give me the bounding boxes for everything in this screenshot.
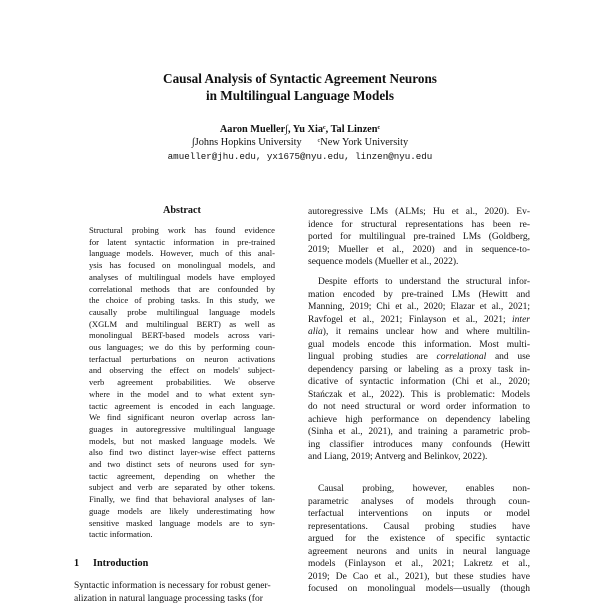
abstract-line: causally probe multilingual language models: [89, 306, 275, 317]
affiliation-nyu: ᶜNew York University: [317, 137, 409, 148]
body-text-line: and Liang, 2019; Antverg and Belinkov, 2022).: [308, 452, 488, 462]
author-list: Aaron Mueller∫, Yu Xiaᶜ, Tal Linzenᶜ: [219, 124, 381, 135]
abstract-line: We find significant neuron overlap across lan-: [89, 412, 275, 423]
abstract-line: where in the model and to what extent syn-: [89, 388, 275, 399]
abstract-line: (XGLM and multilingual BERT) as well as: [89, 318, 275, 329]
abstract-line: ous languages; we do this by performing coun-: [89, 342, 275, 352]
body-text-line: autoregressive LMs (ALMs; Hu et al., 2020). Ev-: [308, 207, 530, 217]
author-emails: amueller@jhu.edu, yx1675@nyu.edu, linzen@nyu.edu: [167, 151, 433, 162]
section-number: 1: [74, 558, 80, 569]
abstract-line: tactic agreement, depending on whether the: [89, 470, 275, 481]
body-text-line: 2019; De Cao et al., 2021), but these studies have: [308, 571, 530, 582]
intro-line: Syntactic information is necessary for robust gener-: [74, 581, 271, 591]
abstract-line: Structural probing work has found evidence: [89, 225, 275, 235]
body-text-line: sequence models (Mueller et al., 2022).: [308, 257, 459, 267]
body-text-line: dicative of syntactic information (Chi et al., 2020;: [308, 377, 530, 387]
body-text-line: dependency parsing or labeling as a proxy task in-: [308, 364, 530, 375]
body-text-line: Manning, 2019; Chi et al., 2020; Elazar et al., 2021;: [308, 302, 530, 312]
abstract-line: monolingual BERT-based models across vari-: [89, 330, 275, 341]
body-text-line: do not need structural or word order information to: [308, 402, 530, 412]
title-line: Causal Analysis of Syntactic Agreement Neurons: [163, 71, 437, 86]
body-text-line: 2019; Mueller et al., 2020) and in sequence-to-: [308, 244, 530, 255]
abstract-line: and observing the effect on models' subject-: [89, 365, 275, 376]
body-text-line: argued for the existence of specific syntactic: [308, 534, 530, 544]
abstract-line: correlational methods that are confounded by: [89, 283, 275, 294]
abstract-line: for latent syntactic information in pre-trained: [89, 236, 275, 247]
body-text-line: terfactual interventions on inputs or model: [308, 509, 530, 519]
body-text-line: (Sinha et al., 2021), and training a parametric prob-: [308, 427, 530, 437]
body-text-line: Despite efforts to understand the structural infor-: [318, 277, 530, 287]
body-text-line: Stańczak et al., 2022). This is problematic: Models: [308, 389, 530, 400]
abstract-line: tactic information.: [89, 529, 153, 540]
abstract-line: the choice of probing tasks. In this study, we: [89, 295, 275, 306]
title-line: in Multilingual Language Models: [206, 88, 394, 103]
body-text-line: achieve high performance on dependency labeling: [308, 414, 530, 425]
body-text-line: models (Finlayson et al., 2021; Lakretz et al.,: [308, 559, 530, 569]
body-text-line: Ravfogel et al., 2021; Finlayson et al., 2021; inter: [308, 314, 530, 325]
body-text-line: ported for multilingual pre-trained LMs (Goldberg,: [308, 232, 530, 242]
abstract-line: models, but not masked language models. We: [89, 435, 275, 446]
abstract-line: also find two distinct layer-wise effect patterns: [89, 447, 275, 458]
intro-line: alization in natural language processing tasks (for: [74, 594, 263, 604]
abstract-line: terfactual perturbations on neuron activations: [89, 353, 275, 364]
abstract-line: sensitive masked language models are to syn-: [89, 517, 275, 528]
body-text-line: representations. Causal probing studies have: [308, 521, 530, 532]
abstract-line: subject and verb are separated by other tokens.: [89, 482, 275, 493]
abstract-line: guage models are likely underestimating how: [89, 505, 275, 516]
body-text-line: lingual probing studies are correlational and use: [308, 352, 530, 362]
abstract-heading: Abstract: [163, 205, 201, 216]
body-text-line: idence for structural representations has been re-: [308, 219, 530, 230]
section-heading-introduction: [74, 558, 148, 569]
abstract-line: Finally, we find that behavioral analyses of lan-: [89, 494, 275, 505]
affiliations: [0, 136, 600, 149]
paper-title: [0, 70, 600, 104]
body-text-line: alia), it remains unclear how and where multilin-: [308, 327, 530, 337]
body-text-line: Causal probing, however, enables non-: [318, 484, 530, 494]
body-text-line: parametric analyses of models through coun-: [308, 496, 530, 507]
abstract-line: language models. However, much of this anal-: [89, 248, 275, 259]
abstract-line: ysis has focused on monolingual models, and: [89, 260, 275, 271]
body-text-line: focused on monolingual models—usually (though: [308, 584, 530, 594]
body-text-line: agreement neurons and units in neural language: [308, 546, 530, 557]
abstract-line: and two distinct sets of neurons used for syn-: [89, 459, 275, 469]
abstract-line: guages in autoregressive multilingual language: [89, 423, 275, 434]
body-text-line: gual models encode this information. Most multi-: [308, 339, 530, 350]
affiliation-jhu: ∫Johns Hopkins University: [191, 137, 302, 148]
abstract-line: verb agreement probabilities. We observe: [89, 377, 275, 388]
section-title: Introduction: [93, 558, 149, 569]
body-text-line: ing classifier introduces many confounds (Hewitt: [308, 439, 530, 450]
abstract-line: tactic agreement is encoded in each language.: [89, 400, 275, 411]
body-text-line: mation encoded by pre-trained LMs (Hewitt and: [308, 289, 530, 300]
abstract-line: analyses of multilingual models have employed: [89, 271, 275, 282]
